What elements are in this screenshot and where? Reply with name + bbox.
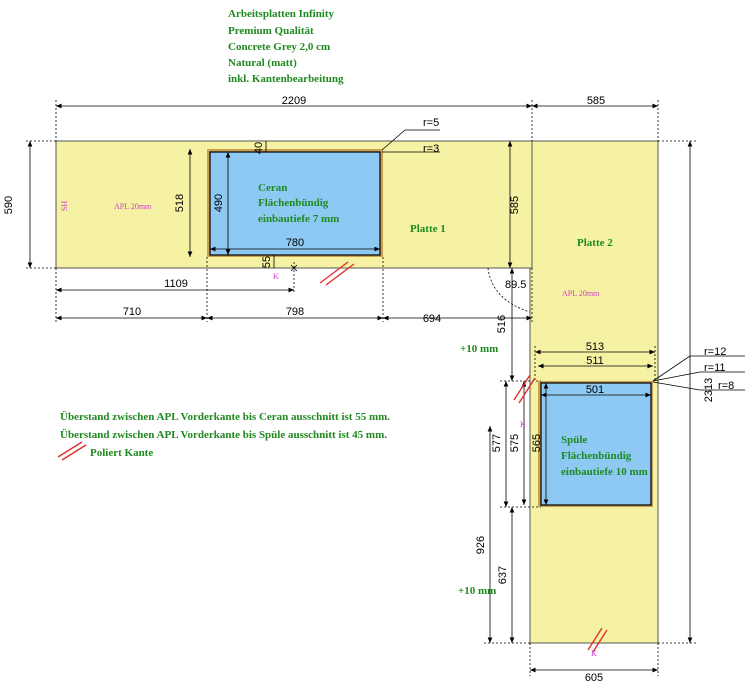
label-apl-left: APL 20mm: [114, 202, 152, 211]
spuele-line-1: Spüle: [561, 434, 588, 446]
radius-r5: r=5: [423, 117, 440, 129]
header-line-2: Premium Qualität: [228, 25, 314, 37]
radius-r11: r=11: [704, 362, 726, 374]
header-line-5: inkl. Kantenbearbeitung: [228, 73, 344, 85]
dim-637: 637: [497, 565, 509, 585]
dim-55: 55: [261, 255, 273, 269]
dim-89-5: 89.5: [505, 279, 527, 291]
header-line-4: Natural (matt): [228, 57, 297, 69]
radius-r8: r=8: [718, 380, 735, 392]
dim-518: 518: [174, 193, 186, 213]
dim-490: 490: [213, 193, 225, 213]
note-spuele-overhang: Überstand zwischen APL Vorderkante bis Spüle ausschnitt ist 45 mm.: [60, 429, 387, 441]
dim-40: 40: [253, 141, 265, 155]
radius-r3: r=3: [423, 143, 440, 155]
dim-501: 501: [585, 384, 605, 396]
note-poliert: Poliert Kante: [90, 447, 154, 459]
dim-710: 710: [122, 306, 142, 318]
ceran-line-2: Flächenbündig: [258, 197, 329, 209]
dim-585-top: 585: [586, 95, 606, 107]
header-line-3: Concrete Grey 2,0 cm: [228, 41, 331, 53]
plus-10mm-bottom: +10 mm: [458, 585, 497, 597]
spuele-line-3: einbautiefe 10 mm: [561, 466, 648, 478]
dim-926: 926: [475, 535, 487, 555]
label-k-2: K: [520, 420, 526, 429]
dim-565: 565: [531, 433, 543, 453]
label-platte-2: Platte 2: [577, 237, 613, 249]
dim-2313: 2313: [703, 377, 715, 403]
dim-590: 590: [3, 195, 15, 215]
dim-694: 694: [422, 313, 442, 325]
label-apl-right: APL 20mm: [562, 289, 600, 298]
label-sh: SH: [60, 200, 69, 212]
dim-798: 798: [285, 306, 305, 318]
ceran-line-3: einbautiefe 7 mm: [258, 213, 340, 225]
spuele-line-2: Flächenbündig: [561, 450, 632, 462]
dim-511: 511: [586, 355, 604, 367]
dim-780: 780: [285, 237, 305, 249]
dim-2209: 2209: [281, 95, 307, 107]
plus-10mm-top: +10 mm: [460, 343, 499, 355]
header-line-1: Arbeitsplatten Infinity: [228, 8, 335, 20]
dim-513: 513: [585, 341, 605, 353]
header-notes: [228, 8, 344, 85]
ceran-line-1: Ceran: [258, 182, 288, 194]
radius-r12: r=12: [704, 346, 727, 358]
dim-1109: 1109: [164, 278, 188, 290]
spuele-cutout: [541, 383, 651, 505]
dim-577: 577: [491, 433, 503, 453]
dim-575: 575: [509, 433, 521, 453]
dim-605: 605: [584, 672, 604, 684]
dim-516: 516: [496, 314, 508, 334]
label-k-1: K: [273, 272, 279, 281]
dim-585-right: 585: [509, 195, 521, 215]
note-ceran-overhang: Überstand zwischen APL Vorderkante bis Ceran ausschnitt ist 55 mm.: [60, 411, 391, 423]
label-platte-1: Platte 1: [410, 223, 446, 235]
label-k-3: K: [591, 649, 597, 658]
